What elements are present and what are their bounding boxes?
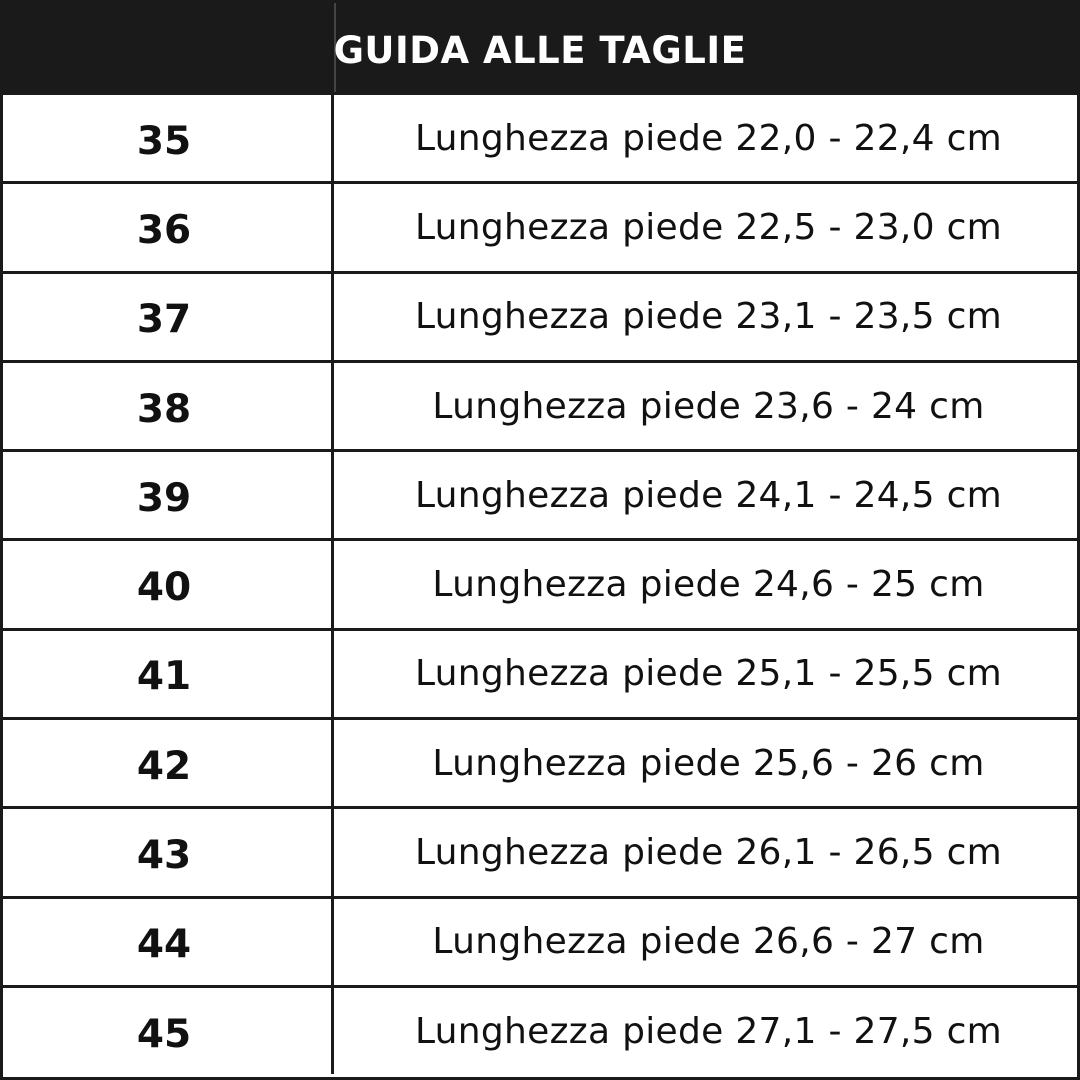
size-cell: 36 xyxy=(3,184,334,270)
table-row xyxy=(3,985,1077,1074)
foot-length-cell: Lunghezza piede 22,0 - 22,4 cm xyxy=(414,117,1003,159)
table-row xyxy=(3,271,1077,360)
table-header xyxy=(3,3,1077,92)
table-row xyxy=(3,92,1077,181)
table-body xyxy=(3,92,1077,1074)
size-cell: 44 xyxy=(3,899,334,985)
foot-length-cell: Lunghezza piede 23,1 - 23,5 cm xyxy=(414,296,1003,338)
foot-length-cell: Lunghezza piede 26,1 - 26,5 cm xyxy=(414,832,1003,874)
foot-length-cell: Lunghezza piede 23,6 - 24 cm xyxy=(432,385,985,427)
table-row xyxy=(3,717,1077,806)
table-row xyxy=(3,628,1077,717)
foot-length-cell: Lunghezza piede 24,1 - 24,5 cm xyxy=(414,474,1003,516)
size-cell: 45 xyxy=(3,988,334,1074)
foot-length-cell: Lunghezza piede 22,5 - 23,0 cm xyxy=(414,206,1003,248)
table-row xyxy=(3,181,1077,270)
foot-length-cell: Lunghezza piede 24,6 - 25 cm xyxy=(432,564,985,606)
size-cell: 42 xyxy=(3,720,334,806)
table-title: GUIDA ALLE TAGLIE xyxy=(333,29,747,72)
size-cell: 41 xyxy=(3,631,334,717)
table-row xyxy=(3,538,1077,627)
size-cell: 35 xyxy=(3,95,334,181)
size-cell: 43 xyxy=(3,809,334,895)
foot-length-cell: Lunghezza piede 25,6 - 26 cm xyxy=(432,742,985,784)
size-cell: 37 xyxy=(3,274,334,360)
size-cell: 40 xyxy=(3,541,334,627)
table-row xyxy=(3,449,1077,538)
table-row xyxy=(3,806,1077,895)
foot-length-cell: Lunghezza piede 26,6 - 27 cm xyxy=(432,921,985,963)
table-row xyxy=(3,896,1077,985)
table-row xyxy=(3,360,1077,449)
foot-length-cell: Lunghezza piede 27,1 - 27,5 cm xyxy=(414,1010,1003,1052)
foot-length-cell: Lunghezza piede 25,1 - 25,5 cm xyxy=(414,653,1003,695)
size-cell: 38 xyxy=(3,363,334,449)
size-cell: 39 xyxy=(3,452,334,538)
